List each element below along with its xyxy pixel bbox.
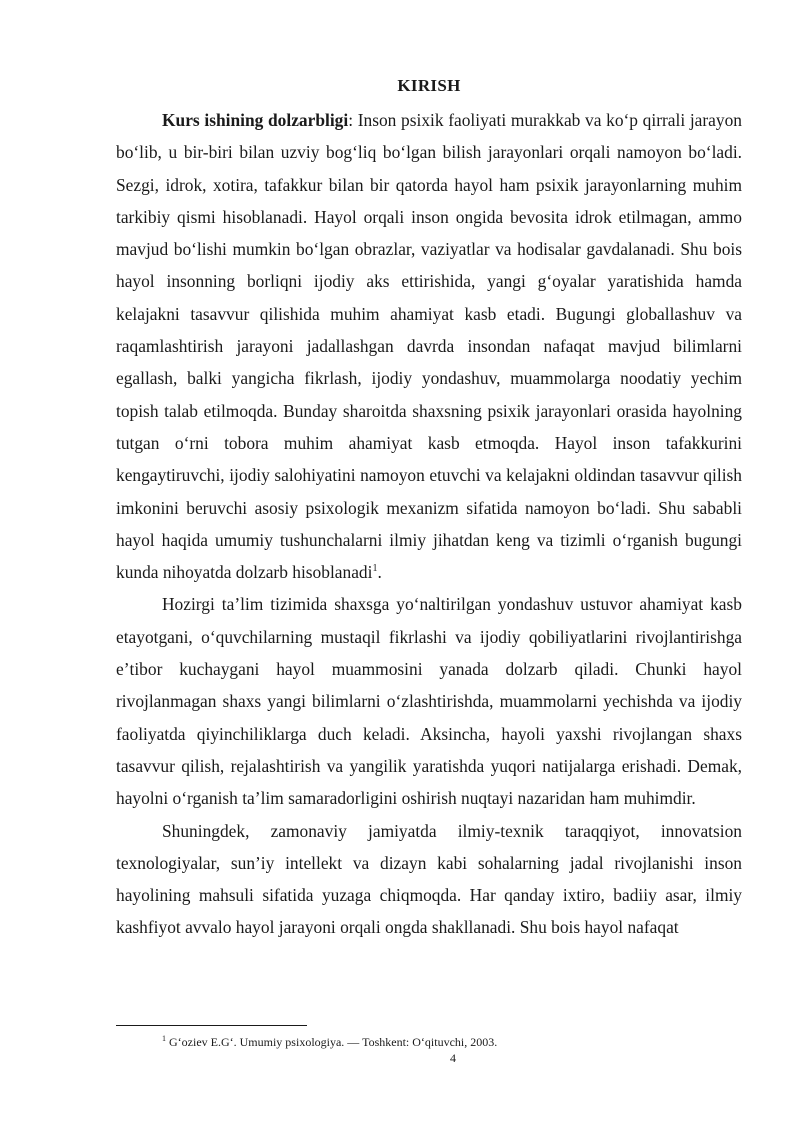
page-number [116, 1051, 742, 1066]
document-page [116, 0, 742, 1131]
footnote [162, 1035, 497, 1050]
paragraph-education: Hozirgi taʼlim tizimida shaxsga yoʻnaltirilgan yondashuv ustuvor ahamiyat kasb etayotgani, oʻquvchilarning mustaqil fikrlashi va ijodiy qobiliyatlarini rivojlantirishga eʼtibor kuchaygani hayol muammosini yanada dolzarb qiladi. Chunki hayol rivojlanmagan shaxs yangi bilimlarni oʻzlashtirishda, muammolarni yechishda va ijodiy faoliyatda qiyinchiliklarga duch keladi. Aksincha, hayoli yaxshi rivojlangan shaxs tasavvur qilish, rejalashtirish va yangilik yaratishda yuqori natijalarga erishadi. Demak, hayolni oʻrganish taʼlim samaradorligini oshirish nuqtayi nazaridan ham muhimdir. [116, 594, 742, 809]
section-heading: KIRISH [397, 76, 461, 95]
paragraph-relevance [116, 104, 742, 588]
paragraph-society: Shuningdek, zamonaviy jamiyatda ilmiy-texnik taraqqiyot, innovatsion texnologiyalar, sunʼiy intellekt va dizayn kabi sohalarning jadal rivojlanishi inson hayolining mahsuli sifatida yuzaga chiqmoqda. Har qanday ixtiro, badiiy asar, ilmiy kashfiyot avvalo hayol jarayoni orqali ongda shakllanadi. Shu bois hayol nafaqat [116, 820, 742, 938]
body-text [116, 104, 742, 944]
footnote-text: Gʻoziev E.Gʻ. Umumiy psixologiya. — Toshkent: Oʻqituvchi, 2003. [166, 1035, 498, 1049]
paragraph-end: . [377, 562, 382, 583]
footnote-reference[interactable]: 1 [372, 563, 378, 575]
paragraph-text: : Inson psixik faoliyati murakkab va koʻp qirrali jarayon boʻlib, u bir-biri bilan uzviy bogʻliq boʻlgan bilish jarayonlari orqali namoyon boʻladi. Sezgi, idrok, xotira, tafakkur bilan bir qatorda hayol ham psixik jarayonlarning muhim tarkibiy qismi hisoblanadi. Hayol orqali inson ongida bevosita idrok etilmagan, ammo mavjud boʻlishi mumkin boʻlgan obrazlar, vaziyatlar va hodisalar gavdalanadi. Shu bois hayol insonning borliqni ijodiy aks ettirishida, yangi gʻoyalar yaratishida hamda kelajakni tasavvur qilishida muhim ahamiyat kasb etadi. Bugungi globallashuv va raqamlashtirish jarayoni jadallashgan davrda insondan nafaqat mavjud bilimlarni egallash, balki yangicha fikrlash, ijodiy yondashuv, muammolarga noodatiy yechim topish talab etilmoqda. Bunday sharoitda shaxsning psixik jarayonlari orasida hayolning tutgan oʻrni tobora muhim ahamiyat kasb etmoqda. Hayol inson tafakkurini kengaytiruvchi, ijodiy salohiyatini namoyon etuvchi va kelajakni oldindan tasavvur qilish imkonini beruvchi asosiy psixologik mexanizm sifatida namoyon boʻladi. Shu sababli hayol haqida umumiy tushunchalarni ilmiy jihatdan keng va tizimli oʻrganish bugungi kunda nihoyatda dolzarb hisoblanadi [116, 110, 742, 583]
footnote-divider [116, 1025, 307, 1026]
paragraph-lead: Kurs ishining dolzarbligi [162, 110, 349, 130]
page-number-value: 4 [450, 1051, 456, 1065]
footnote-marker: 1 [162, 1034, 166, 1043]
